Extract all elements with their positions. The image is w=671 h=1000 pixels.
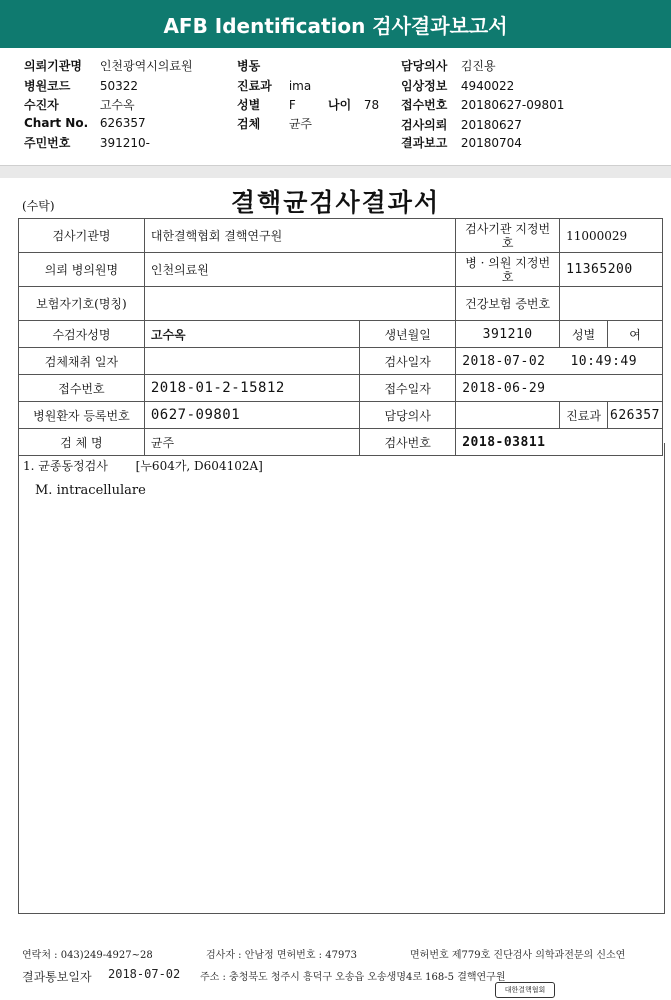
table-row: [19, 219, 663, 253]
cell-value: 11365200: [560, 253, 663, 287]
report-title: AFB Identification 검사결과보고서: [163, 13, 508, 38]
info-resident-no: 주민번호 391210-: [24, 136, 150, 150]
cell-label: 검사일자: [360, 348, 456, 375]
cell-value: [144, 287, 455, 321]
info-ward: 병동: [237, 59, 261, 73]
info-doctor: 담당의사 김진용: [401, 59, 496, 73]
table-row: [19, 253, 663, 287]
result-code: [누604가, D604102A]: [135, 459, 263, 473]
footer-tester: 검사자 : 안남정 면허번호 : 47973: [206, 950, 358, 961]
cell-value: [456, 402, 560, 429]
cell-label: 보험자기호(명칭): [19, 287, 145, 321]
table-row: [19, 402, 663, 429]
form-title: 결핵균검사결과서: [230, 188, 441, 217]
info-report-date: 결과보고 20180704: [401, 136, 522, 150]
cell-value: 0627-09801: [144, 402, 359, 429]
cell-value: 2018-01-2-15812: [144, 375, 359, 402]
cell-label: 병 · 의원 지정번호: [456, 253, 560, 287]
result-organism: M. intracellulare: [35, 483, 146, 498]
result-box: [18, 443, 665, 914]
cell-label: 접수번호: [19, 375, 145, 402]
info-age: 나이 78: [328, 98, 380, 112]
cell-label: 검사번호: [360, 429, 456, 456]
institution-stamp: 대한결핵협회: [495, 982, 555, 998]
cell-label: 병원환자 등록번호: [19, 402, 145, 429]
cell-label: 담당의사: [360, 402, 456, 429]
cell-label: 수검자성명: [19, 321, 145, 348]
info-department: 진료과 ima: [237, 79, 312, 93]
cell-value: 여: [607, 321, 662, 348]
info-patient: 수진자 고수옥: [24, 98, 135, 112]
cell-label: 진료과: [560, 402, 608, 429]
table-row: [19, 375, 663, 402]
footer-contact: 연락처 : 043)249-4927~28: [22, 950, 153, 961]
cell-label: 생년월일: [360, 321, 456, 348]
cell-value: 626357: [607, 402, 662, 429]
cell-label: 검 체 명: [19, 429, 145, 456]
info-clinical: 임상정보 4940022: [401, 79, 515, 93]
footer-address: 주소 : 충청북도 청주시 흥덕구 오송읍 오송생명4로 168-5 결핵연구원: [200, 972, 506, 983]
info-chart-no: Chart No. 626357: [24, 116, 146, 130]
info-institution: 의뢰기관명 인천광역시의료원: [24, 59, 193, 73]
table-row: [19, 287, 663, 321]
info-request-date: 검사의뢰 20180627: [401, 118, 522, 132]
cell-label: 접수일자: [360, 375, 456, 402]
cell-value: 균주: [144, 429, 359, 456]
footer-report-label: 결과통보일자: [22, 970, 92, 984]
cell-value: 2018-06-29: [456, 375, 663, 402]
receipt-mark: (수탁): [22, 199, 55, 213]
cell-label: 검체채취 일자: [19, 348, 145, 375]
cell-label: 건강보험 증번호: [456, 287, 560, 321]
cell-value: 391210: [456, 321, 560, 348]
info-sex: 성별 F: [237, 98, 296, 112]
cell-label: 검사기관명: [19, 219, 145, 253]
cell-label: 성별: [560, 321, 608, 348]
footer-report-date: 2018-07-02: [108, 967, 181, 981]
cell-value: [144, 348, 359, 375]
info-hospital-code: 병원코드 50322: [24, 79, 139, 93]
cell-value: 고수옥: [144, 321, 359, 348]
cell-value: [560, 287, 663, 321]
cell-label: 의뢰 병의원명: [19, 253, 145, 287]
form-table: [18, 218, 663, 456]
report-banner: [0, 0, 671, 48]
cell-value: 11000029: [560, 219, 663, 253]
cell-value: 2018-03811: [456, 429, 663, 456]
info-accession: 접수번호 20180627-09801: [401, 98, 565, 112]
footer-specialist: 면허번호 제779호 진단검사 의학과전문의 신소연: [410, 950, 626, 961]
section-divider: [0, 165, 671, 178]
table-row: [19, 321, 663, 348]
info-specimen: 검체 균주: [237, 117, 313, 131]
cell-value: 대한결핵협회 결핵연구원: [144, 219, 455, 253]
cell-value: 2018-07-02 10:49:49: [456, 348, 663, 375]
result-item: 1. 균종동정검사: [23, 459, 108, 473]
result-item-line: [23, 457, 263, 474]
cell-value: 인천의료원: [144, 253, 455, 287]
cell-label: 검사기관 지정번호: [456, 219, 560, 253]
table-row: [19, 348, 663, 375]
